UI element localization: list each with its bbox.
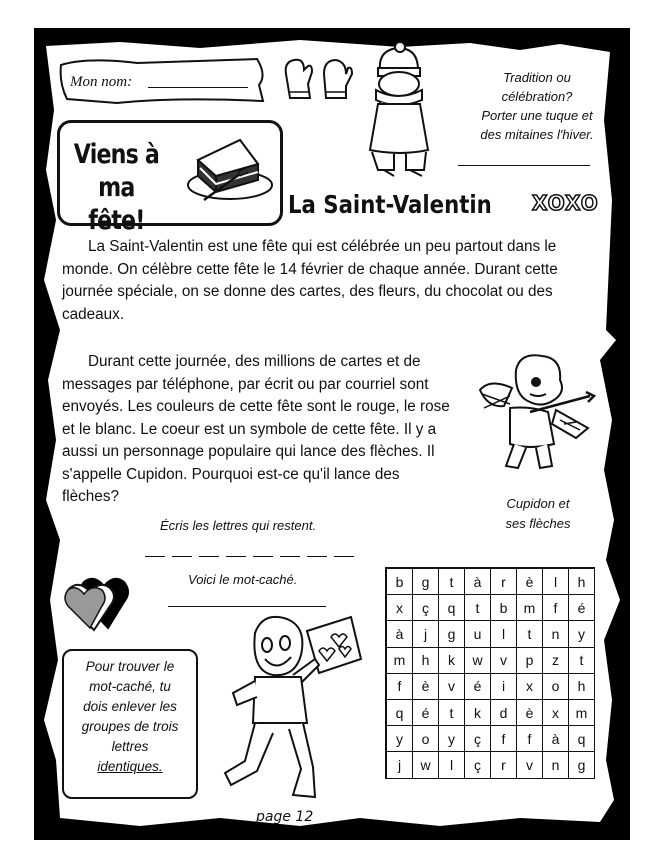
- grid-cell[interactable]: l: [439, 752, 465, 778]
- grid-cell[interactable]: g: [413, 569, 439, 595]
- grid-cell[interactable]: f: [517, 726, 543, 752]
- write-letters-instruction: Écris les lettres qui restent.: [160, 518, 317, 533]
- grid-cell[interactable]: ç: [413, 595, 439, 621]
- grid-cell[interactable]: o: [543, 674, 569, 700]
- xoxo-decoration: XOXO: [532, 191, 599, 215]
- grid-cell[interactable]: z: [543, 648, 569, 674]
- grid-cell[interactable]: è: [413, 674, 439, 700]
- grid-cell[interactable]: é: [465, 674, 491, 700]
- grid-cell[interactable]: y: [387, 726, 413, 752]
- hidden-word-label: Voici le mot-caché.: [188, 572, 298, 587]
- grid-cell[interactable]: w: [413, 752, 439, 778]
- letter-blank[interactable]: [199, 546, 219, 557]
- grid-cell[interactable]: q: [387, 700, 413, 726]
- page-number: page 12: [256, 809, 314, 825]
- grid-cell[interactable]: y: [569, 621, 595, 647]
- page-title: La Saint-Valentin: [288, 190, 492, 219]
- letter-blanks: [145, 546, 354, 557]
- cake-slice-icon: [180, 130, 275, 210]
- grid-cell[interactable]: b: [491, 595, 517, 621]
- grid-cell[interactable]: d: [491, 700, 517, 726]
- grid-cell[interactable]: q: [439, 595, 465, 621]
- grid-cell[interactable]: è: [517, 569, 543, 595]
- grid-cell[interactable]: h: [569, 674, 595, 700]
- name-input-line[interactable]: [148, 87, 248, 88]
- grid-cell[interactable]: h: [569, 569, 595, 595]
- hearts-icon: [62, 574, 134, 632]
- grid-cell[interactable]: f: [491, 726, 517, 752]
- grid-cell[interactable]: à: [387, 621, 413, 647]
- grid-cell[interactable]: m: [387, 648, 413, 674]
- grid-cell[interactable]: i: [491, 674, 517, 700]
- grid-cell[interactable]: é: [569, 595, 595, 621]
- letter-blank[interactable]: [334, 546, 354, 557]
- grid-cell[interactable]: y: [439, 726, 465, 752]
- cupid-caption: Cupidon et ses flèches: [505, 496, 571, 531]
- letter-blank[interactable]: [145, 546, 165, 557]
- grid-cell[interactable]: g: [569, 752, 595, 778]
- grid-cell[interactable]: x: [387, 595, 413, 621]
- grid-cell[interactable]: j: [387, 752, 413, 778]
- grid-cell[interactable]: v: [491, 648, 517, 674]
- grid-cell[interactable]: g: [439, 621, 465, 647]
- grid-cell[interactable]: o: [413, 726, 439, 752]
- grid-cell[interactable]: x: [517, 674, 543, 700]
- grid-cell[interactable]: ç: [465, 726, 491, 752]
- grid-cell[interactable]: v: [517, 752, 543, 778]
- hint-box: Pour trouver le mot-caché, tu dois enlever les groupes de trois lettres identiques.: [62, 649, 198, 799]
- name-label: Mon nom:: [70, 74, 133, 90]
- grid-cell[interactable]: n: [543, 752, 569, 778]
- letter-blank[interactable]: [307, 546, 327, 557]
- grid-cell[interactable]: t: [439, 569, 465, 595]
- paragraph-2: Durant cette journée, des millions de cartes et de messages par téléphone, par écrit ou par courriel sont envoyés. Les couleurs de cette fête sont le rouge, le rose et le blanc. Le coeur est un symbole de cette fête. Il y a aussi un personnage populaire qui lance des flèches. Il s'appelle Cupidon. Pourquoi est-ce qu'il lance des flèches?: [62, 353, 450, 505]
- grid-cell[interactable]: t: [439, 700, 465, 726]
- grid-cell[interactable]: f: [387, 674, 413, 700]
- grid-cell[interactable]: u: [465, 621, 491, 647]
- letter-blank[interactable]: [253, 546, 273, 557]
- grid-cell[interactable]: q: [569, 726, 595, 752]
- grid-cell[interactable]: è: [517, 700, 543, 726]
- grid-cell[interactable]: é: [413, 700, 439, 726]
- grid-cell[interactable]: h: [413, 648, 439, 674]
- letter-blank[interactable]: [280, 546, 300, 557]
- grid-cell[interactable]: ç: [465, 752, 491, 778]
- grid-cell[interactable]: n: [543, 621, 569, 647]
- kid-with-valentine-card-illustration: [215, 605, 365, 805]
- grid-cell[interactable]: à: [543, 726, 569, 752]
- tradition-question: Tradition ou célébration? Porter une tuque et des mitaines l'hiver.: [480, 70, 594, 142]
- grid-cell[interactable]: t: [465, 595, 491, 621]
- grid-cell[interactable]: b: [387, 569, 413, 595]
- letter-blank[interactable]: [226, 546, 246, 557]
- grid-cell[interactable]: x: [543, 700, 569, 726]
- mittens-icon: [282, 52, 354, 102]
- grid-cell[interactable]: j: [413, 621, 439, 647]
- grid-cell[interactable]: r: [491, 752, 517, 778]
- grid-cell[interactable]: m: [517, 595, 543, 621]
- tradition-answer-line[interactable]: [458, 165, 590, 166]
- grid-cell[interactable]: l: [491, 621, 517, 647]
- grid-cell[interactable]: k: [465, 700, 491, 726]
- grid-cell[interactable]: t: [569, 648, 595, 674]
- grid-cell[interactable]: à: [465, 569, 491, 595]
- grid-cell[interactable]: k: [439, 648, 465, 674]
- grid-cell[interactable]: w: [465, 648, 491, 674]
- winter-kid-illustration: [358, 40, 442, 180]
- grid-cell[interactable]: v: [439, 674, 465, 700]
- grid-cell[interactable]: r: [491, 569, 517, 595]
- word-search-grid: [385, 567, 595, 779]
- cupid-illustration: [470, 348, 600, 478]
- grid-cell[interactable]: t: [517, 621, 543, 647]
- grid-cell[interactable]: f: [543, 595, 569, 621]
- grid-cell[interactable]: p: [517, 648, 543, 674]
- grid-cell[interactable]: m: [569, 700, 595, 726]
- paragraph-1: La Saint-Valentin est une fête qui est célébrée un peu partout dans le monde. On célèbre cette fête le 14 février de chaque année. Durant cette journée spéciale, on se donne des cartes, des fleurs, du chocolat ou des cadeaux.: [62, 238, 558, 323]
- grid-cell[interactable]: l: [543, 569, 569, 595]
- letter-blank[interactable]: [172, 546, 192, 557]
- party-title: Viens à ma fête!: [73, 139, 159, 236]
